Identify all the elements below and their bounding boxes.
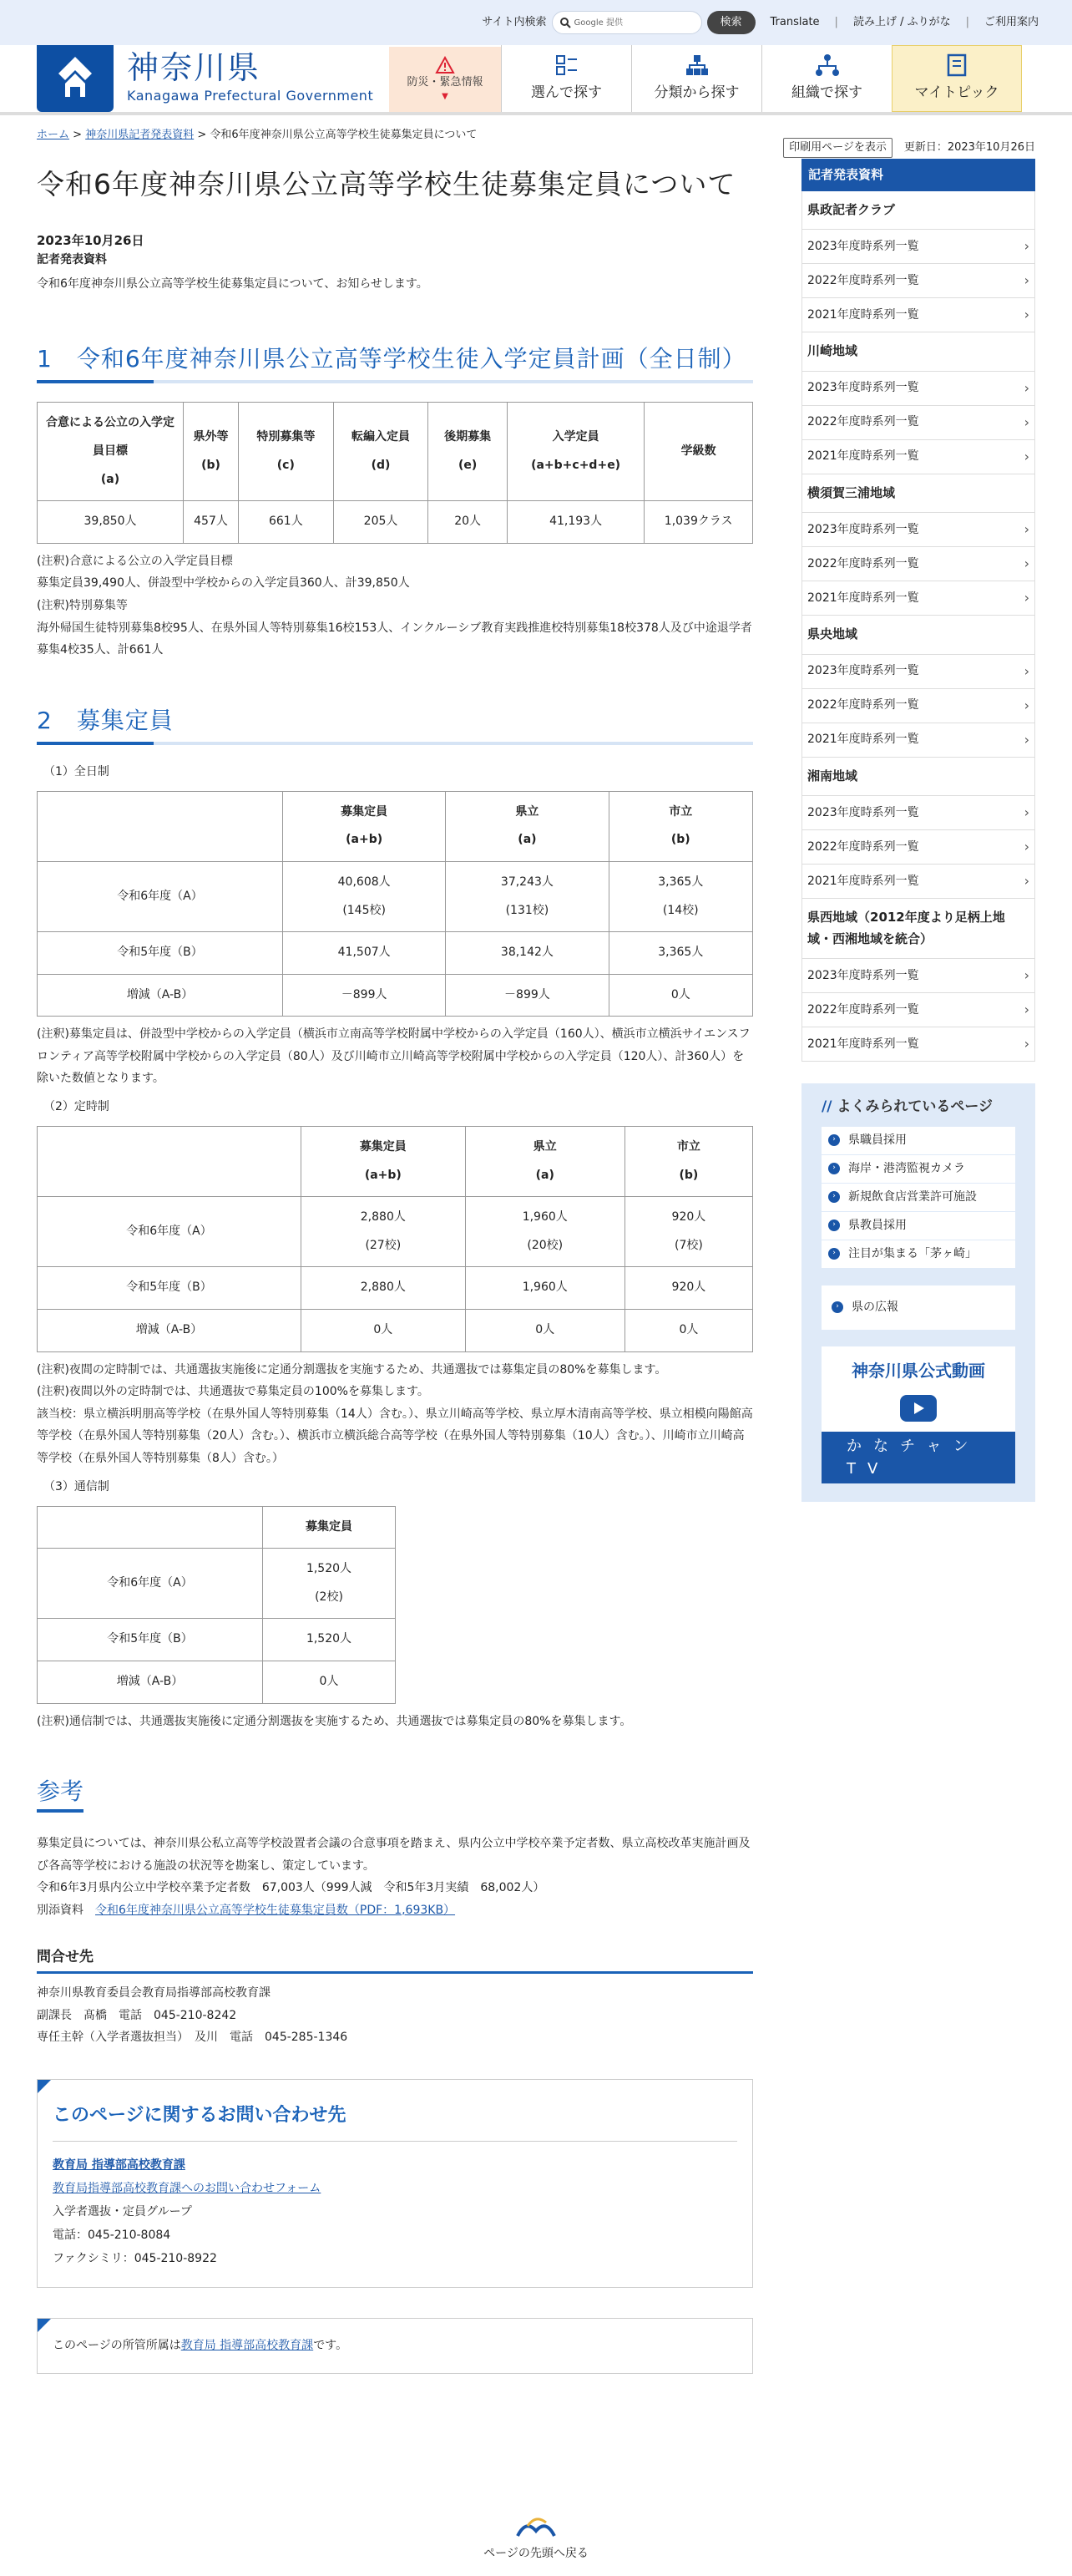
arrow-circle-icon: ›: [832, 1301, 843, 1313]
sidebar-heading: 記者発表資料: [801, 159, 1035, 191]
notes: [37, 550, 753, 662]
note-line: 募集定員39,490人、併設型中学校からの入学定員360人、計39,850人: [37, 576, 410, 591]
notes: [37, 1711, 753, 1733]
table-header: 市立 (b): [624, 1127, 752, 1197]
table-cell: 1,960人: [465, 1267, 624, 1310]
divider: |: [834, 16, 838, 29]
admission-plan-table: [37, 402, 753, 543]
fulltime-table: [37, 791, 753, 1017]
nav-mytopic[interactable]: [892, 45, 1022, 112]
sidebar-group-heading: 県西地域（2012年度より足柄上地域・西湘地域を統合）: [801, 899, 1035, 959]
breadcrumb-home[interactable]: ホーム: [37, 129, 70, 141]
table-cell: 令和6年度（A）: [38, 1197, 301, 1267]
notebook-icon: [946, 53, 968, 78]
inquiry-form-link[interactable]: 教育局指導部高校教育課へのお問い合わせフォーム: [53, 2181, 321, 2195]
sidebar-link[interactable]: [801, 655, 1035, 689]
table-cell: 2,880人 (27校): [301, 1197, 466, 1267]
table-cell: 0人: [609, 974, 752, 1017]
site-logo[interactable]: [0, 45, 384, 112]
section-heading: 1 令和6年度神奈川県公立高等学校生徒入学定員計画（全日制）: [37, 342, 753, 383]
table-cell: 1,520人: [263, 1619, 396, 1661]
contact-info: [37, 1982, 753, 2049]
official-video-banner[interactable]: [822, 1346, 1015, 1483]
sidebar-link[interactable]: [801, 372, 1035, 406]
chevron-right-icon: ›: [1024, 804, 1029, 820]
table-header: 募集定員 (a+b): [301, 1127, 466, 1197]
sidebar-link[interactable]: [801, 830, 1035, 865]
table-cell: 0人: [263, 1661, 396, 1703]
org-chart-icon: [815, 53, 840, 78]
chevron-right-icon: ›: [1024, 731, 1029, 748]
table-row: [38, 861, 753, 931]
corner-decoration: [38, 2080, 51, 2093]
global-nav: [389, 45, 1022, 112]
table-cell: 0人: [465, 1310, 624, 1352]
section-heading: 2 募集定員: [37, 703, 753, 745]
page-title: 令和6年度神奈川県公立高等学校生徒募集定員について: [37, 168, 736, 200]
translate-link[interactable]: Translate: [770, 16, 820, 29]
table-cell: 20人: [428, 501, 508, 544]
site-header: [0, 45, 1072, 115]
table-row: [38, 1310, 753, 1352]
popular-label: 県職員採用: [848, 1133, 907, 1147]
owner-suffix: です。: [313, 2338, 348, 2352]
note-line: (注釈)募集定員は、併設型中学校からの入学定員（横浜市立南高等学校附属中学校からの入学定員（160人）、横浜市立横浜サイエンスフロンティア高等学校附属中学校からの入学定員（80人）及び川崎市立川崎高等学校附属中学校からの入学定員（120人）、計360人）を除いた数値となります。: [37, 1027, 751, 1086]
table-row: [38, 1549, 396, 1619]
table-cell: 920人: [624, 1267, 752, 1310]
sidebar-link-label: 2022年度時系列一覧: [807, 698, 919, 712]
chevron-right-icon: ›: [1024, 238, 1029, 254]
chevron-right-icon: ›: [1024, 448, 1029, 464]
nav-choose[interactable]: [501, 45, 631, 112]
reference-line: 募集定員については、神奈川県公私立高等学校設置者会議の合意事項を踏まえ、県内公立中学校卒業予定者数、県立高校改革実施計画及び各高等学校における施設の状況等を勘案し、策定しています。: [37, 1837, 751, 1873]
chevron-right-icon: ›: [1024, 272, 1029, 288]
chevron-right-icon: ›: [1024, 662, 1029, 679]
contact-line: 副課長 髙橋 電話 045-210-8242: [37, 2008, 237, 2022]
popular-item[interactable]: [822, 1155, 1015, 1184]
table-cell: 0人: [624, 1310, 752, 1352]
table-header: [38, 791, 283, 861]
breadcrumb-press[interactable]: 神奈川県記者発表資料: [85, 129, 195, 141]
sidebar: [801, 159, 1035, 2374]
table-cell: 37,243人 (131校): [446, 861, 609, 931]
sidebar-link[interactable]: [801, 298, 1035, 332]
search-placeholder: Google 提供: [574, 18, 623, 28]
table-cell: 1,960人 (20校): [465, 1197, 624, 1267]
popular-pages: [801, 1083, 1035, 1502]
page-tools: [37, 134, 1035, 162]
sidebar-link[interactable]: [801, 723, 1035, 758]
article-lead: 令和6年度神奈川県公立高等学校生徒募集定員について、お知らせします。: [37, 277, 428, 292]
arrow-circle-icon: ›: [828, 1163, 840, 1174]
table-header: 特別募集等 (c): [239, 403, 334, 501]
table-header: 後期募集 (e): [428, 403, 508, 501]
table-cell: 令和5年度（B）: [38, 932, 283, 975]
sidebar-link[interactable]: [801, 264, 1035, 298]
table-cell: 41,507人: [283, 932, 446, 975]
sidebar-group-heading: 横須賀三浦地域: [801, 474, 1035, 514]
sidebar-link-label: 2023年度時系列一覧: [807, 239, 919, 253]
divider: |: [965, 16, 969, 29]
nav-label: 組織で探す: [791, 84, 862, 102]
popular-item[interactable]: [822, 1240, 1015, 1269]
sidebar-link-label: 2021年度時系列一覧: [807, 1037, 919, 1051]
sidebar-link[interactable]: [801, 406, 1035, 440]
prefecture-pr-link[interactable]: [822, 1285, 1015, 1330]
table-cell: 2,880人: [301, 1267, 466, 1310]
table-row: [38, 1619, 396, 1661]
table-row: [38, 501, 753, 544]
nav-label: マイトピック: [914, 84, 999, 102]
checklist-icon: [554, 53, 579, 78]
table-cell: 令和6年度（A）: [38, 861, 283, 931]
sidebar-link-label: 2021年度時系列一覧: [807, 449, 919, 463]
arrow-circle-icon: ›: [828, 1220, 840, 1231]
table-cell: 令和5年度（B）: [38, 1619, 263, 1661]
correspondence-table: [37, 1506, 396, 1704]
sidebar-link-label: 2023年度時系列一覧: [807, 522, 919, 536]
sidebar-link-label: 2021年度時系列一覧: [807, 591, 919, 605]
sidebar-link-label: 2022年度時系列一覧: [807, 273, 919, 287]
sidebar-link-label: 2022年度時系列一覧: [807, 556, 919, 570]
sidebar-link-label: 2023年度時系列一覧: [807, 968, 919, 982]
sidebar-link-label: 2021年度時系列一覧: [807, 307, 919, 322]
popular-title: よくみられているページ: [837, 1098, 994, 1115]
print-button[interactable]: 印刷用ページを表示: [783, 138, 892, 158]
chevron-right-icon: ›: [1024, 1001, 1029, 1017]
table-header: [38, 1127, 301, 1197]
sidebar-group-heading: 県政記者クラブ: [801, 191, 1035, 231]
chevron-right-icon: ›: [1024, 521, 1029, 537]
chevron-right-icon: ›: [1024, 697, 1029, 713]
table-header: 県外等 (b): [184, 403, 239, 501]
table-cell: －899人: [283, 974, 446, 1017]
table-cell: 令和6年度（A）: [38, 1549, 263, 1619]
article-kind: 記者発表資料: [37, 253, 107, 267]
inquiry-box: [37, 2079, 753, 2288]
seagull-icon: [513, 2514, 559, 2539]
prefecture-emblem: [37, 45, 114, 112]
table-cell: 3,365人: [609, 932, 752, 975]
sidebar-group-heading: 県央地域: [801, 616, 1035, 655]
chevron-right-icon: ›: [1024, 839, 1029, 854]
inquiry-line: ファクシミリ：045-210-8922: [53, 2251, 217, 2265]
site-search: [482, 11, 755, 34]
table-row: [38, 1267, 753, 1310]
breadcrumb: ホーム > 神奈川県記者発表資料 > 令和6年度神奈川県公立高等学校生徒募集定員について: [37, 129, 478, 141]
hierarchy-icon: [685, 53, 710, 78]
search-button[interactable]: 検索: [707, 11, 756, 34]
nav-category[interactable]: [631, 45, 761, 112]
note-line: (注釈)特別募集等: [37, 598, 128, 612]
table-row: [38, 932, 753, 975]
contact-line: 神奈川県教育委員会教育局指導部高校教育課: [37, 1986, 271, 2000]
sidebar-link[interactable]: [801, 230, 1035, 264]
subsection-heading: （1）全日制: [43, 764, 109, 778]
disaster-label: 防災・緊急情報: [407, 75, 483, 89]
video-channel-label: かなチャンTV: [822, 1432, 1015, 1483]
arrow-circle-icon: ›: [828, 1134, 840, 1146]
publish-date: 2023年10月26日: [37, 232, 144, 248]
table-row: [38, 1197, 753, 1267]
sidebar-link-label: 2021年度時系列一覧: [807, 874, 919, 888]
note-line: 海外帰国生徒特別募集8校95人、在県外国人等特別募集16校153人、インクルーシブ教育実践推進校特別募集18校378人及び中途退学者募集4校35人、計661人: [37, 621, 752, 657]
table-row: [38, 974, 753, 1017]
guide-link[interactable]: ご利用案内: [984, 16, 1039, 29]
sidebar-link-label: 2021年度時系列一覧: [807, 733, 919, 746]
search-input[interactable]: [552, 11, 702, 34]
chevron-right-icon: ›: [1024, 590, 1029, 606]
owner-prefix: このページの所管所属は: [53, 2338, 181, 2352]
arrow-circle-icon: ›: [828, 1191, 840, 1203]
owner-link[interactable]: 教育局 指導部高校教育課: [180, 2338, 314, 2352]
nav-organization[interactable]: [761, 45, 892, 112]
reference-line: 令和6年3月県内公立中学校卒業予定者数 67,003人（999人減 令和5年3月実績 68,002人）: [37, 1881, 545, 1895]
attachment-label: 別添資料: [37, 1903, 83, 1917]
play-icon: [900, 1395, 937, 1422]
popular-item[interactable]: [822, 1127, 1015, 1155]
table-header: 募集定員: [263, 1506, 396, 1549]
warning-icon: [435, 56, 455, 74]
table-cell: 増減（A-B）: [38, 1310, 301, 1352]
popular-label: 注目が集まる「茅ヶ崎」: [848, 1246, 977, 1260]
table-cell: 920人 (7校): [624, 1197, 752, 1267]
chevron-right-icon: ›: [1024, 379, 1029, 396]
table-header: 合意による公立の入学定員目標 (a): [38, 403, 184, 501]
table-header: 転編入定員 (d): [333, 403, 428, 501]
chevron-right-icon: ›: [1024, 413, 1029, 430]
contact-heading: 問合せ先: [37, 1947, 753, 1975]
table-header: 市立 (b): [609, 791, 752, 861]
inquiry-title: このページに関するお問い合わせ先: [53, 2102, 737, 2142]
popular-item[interactable]: [822, 1184, 1015, 1212]
table-header: [38, 1506, 263, 1549]
slash-icon: //: [822, 1098, 832, 1115]
table-row: [38, 1661, 396, 1703]
sidebar-link[interactable]: [801, 1027, 1035, 1062]
sidebar-link-label: 2023年度時系列一覧: [807, 381, 919, 394]
table-header: 学級数: [645, 403, 753, 501]
page-top-label: ページの先頭へ戻る: [483, 2547, 589, 2560]
reference-text: [37, 1833, 753, 1921]
reference-heading: 参考: [37, 1774, 753, 1813]
note-line: (注釈)合意による公立の入学定員目標: [37, 554, 233, 568]
sidebar-link[interactable]: [801, 513, 1035, 547]
table-cell: 増減（A-B）: [38, 1661, 263, 1703]
inquiry-dept-link[interactable]: 教育局 指導部高校教育課: [53, 2158, 185, 2172]
chevron-right-icon: ›: [1024, 555, 1029, 571]
sidebar-link[interactable]: [801, 796, 1035, 830]
nav-label: 選んで探す: [531, 84, 602, 102]
chevron-right-icon: ›: [1024, 873, 1029, 889]
chevron-right-icon: ›: [1024, 967, 1029, 983]
table-header: 入学定員 (a+b+c+d+e): [507, 403, 644, 501]
sidebar-link-label: 2022年度時系列一覧: [807, 839, 919, 854]
logo-name-jp: 神奈川県: [127, 49, 261, 87]
nav-label: 分類から探す: [654, 84, 740, 102]
table-cell: 41,193人: [507, 501, 644, 544]
chevron-right-icon: ›: [1024, 307, 1029, 322]
sidebar-link-label: 2023年度時系列一覧: [807, 805, 919, 819]
corner-decoration: [38, 2319, 51, 2332]
table-cell: 457人: [184, 501, 239, 544]
sidebar-link[interactable]: [801, 581, 1035, 616]
table-cell: 40,608人 (145校): [283, 861, 446, 931]
attachment-pdf-link[interactable]: 令和6年度神奈川県公立高等学校生徒募集定員数（PDF：1,693KB）: [95, 1903, 456, 1917]
sidebar-link[interactable]: [801, 959, 1035, 993]
sidebar-groups: [801, 191, 1035, 1062]
sidebar-link[interactable]: [801, 689, 1035, 723]
koho-label: 県の広報: [852, 1300, 898, 1314]
chevron-down-icon: ▼: [442, 92, 448, 102]
table-header: 県立 (a): [465, 1127, 624, 1197]
contact-line: 専任主幹（入学者選抜担当） 及川 電話 045-285-1346: [37, 2031, 348, 2045]
table-cell: 1,039クラス: [645, 501, 753, 544]
subsection-heading: （2）定時制: [43, 1100, 109, 1114]
note-line: (注釈)通信制では、共通選抜実施後に定通分割選抜を実施するため、共通選抜では募集定員の80%を募集します。: [37, 1714, 632, 1728]
notes: [37, 1359, 753, 1470]
note-line: (注釈)夜間の定時制では、共通選抜実施後に定通分割選抜を実施するため、共通選抜では募集定員の80%を募集します。: [37, 1362, 667, 1377]
sidebar-link[interactable]: [801, 440, 1035, 474]
search-icon: [559, 17, 571, 28]
table-cell: 1,520人 (2校): [263, 1549, 396, 1619]
sidebar-group-heading: 川崎地域: [801, 332, 1035, 372]
table-cell: 661人: [239, 501, 334, 544]
updated-date: 更新日：2023年10月26日: [903, 141, 1035, 155]
sidebar-link-label: 2023年度時系列一覧: [807, 664, 919, 677]
table-cell: 0人: [301, 1310, 466, 1352]
subsection-heading: （3）通信制: [43, 1479, 109, 1493]
note-line: 該当校：県立横浜明朋高等学校（在県外国人等特別募集（14人）含む。）、県立川崎高等学校、県立厚木清南高等学校、県立相模向陽館高等学校（在県外国人等特別募集（20人）含む。）、横浜市立横浜総合高等学校（在県外国人等特別募集（10人）含む。）、川崎市立川崎高等学校（在県外国人等特別募集（8人）含む。）: [37, 1407, 753, 1466]
utility-bar: [0, 0, 1072, 45]
breadcrumb-current: 令和6年度神奈川県公立高等学校生徒募集定員について: [210, 129, 478, 141]
parttime-table: [37, 1126, 753, 1352]
search-label: サイト内検索: [482, 16, 547, 29]
table-cell: 39,850人: [38, 501, 184, 544]
table-cell: 増減（A-B）: [38, 974, 283, 1017]
table-cell: 38,142人: [446, 932, 609, 975]
notes: [37, 1023, 753, 1090]
owner-box: [37, 2318, 753, 2374]
sidebar-link[interactable]: [801, 993, 1035, 1027]
sidebar-link[interactable]: [801, 547, 1035, 581]
table-cell: －899人: [446, 974, 609, 1017]
popular-item[interactable]: [822, 1212, 1015, 1240]
table-header: 県立 (a): [446, 791, 609, 861]
emblem-icon: [48, 52, 102, 105]
inquiry-line: 入学者選抜・定員グループ: [53, 2204, 192, 2219]
table-cell: 205人: [333, 501, 428, 544]
table-cell: 令和5年度（B）: [38, 1267, 301, 1310]
page-top-link[interactable]: [0, 2514, 1072, 2563]
table-header: 募集定員 (a+b): [283, 791, 446, 861]
chevron-right-icon: ›: [1024, 1036, 1029, 1052]
sidebar-link-label: 2022年度時系列一覧: [807, 415, 919, 428]
note-line: (注釈)夜間以外の定時制では、共通選抜で募集定員の100%を募集します。: [37, 1385, 429, 1399]
sidebar-group-heading: 湘南地域: [801, 758, 1035, 797]
popular-label: 海岸・港湾監視カメラ: [848, 1161, 965, 1175]
video-title: 神奈川県公式動画: [852, 1360, 985, 1381]
popular-label: 県教員採用: [848, 1218, 907, 1232]
reader-link[interactable]: 読み上げ / ふりがな: [852, 16, 951, 29]
sidebar-link[interactable]: [801, 865, 1035, 899]
popular-label: 新規飲食店営業許可施設: [848, 1189, 977, 1204]
disaster-info-button[interactable]: [389, 47, 501, 112]
sidebar-link-label: 2022年度時系列一覧: [807, 1002, 919, 1017]
table-cell: 3,365人 (14校): [609, 861, 752, 931]
logo-name-en: Kanagawa Prefectural Government: [127, 87, 374, 104]
inquiry-line: 電話：045-210-8084: [53, 2228, 171, 2242]
arrow-circle-icon: ›: [828, 1248, 840, 1260]
